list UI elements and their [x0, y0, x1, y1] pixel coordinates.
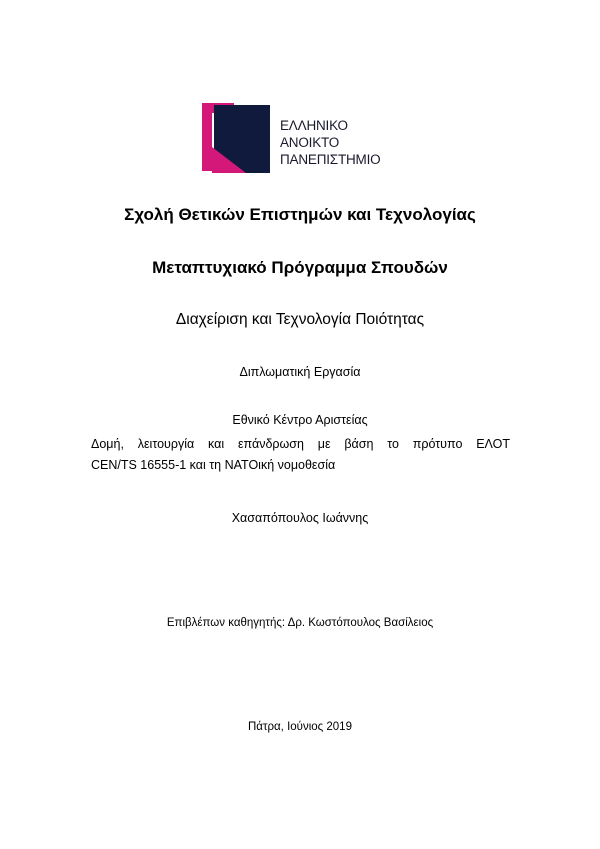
program-name: Μεταπτυχιακό Πρόγραμμα Σπουδών: [152, 258, 448, 277]
thesis-title-line-2: Δομή, λειτουργία και επάνδρωση με βάση το πρότυπο ΕΛΟΤ: [91, 437, 510, 451]
school-name: Σχολή Θετικών Επιστημών και Τεχνολογίας: [124, 205, 476, 224]
logo-line-1: ΕΛΛΗΝΙΚΟ: [280, 118, 348, 133]
thesis-title-line-3: CEN/TS 16555-1 και τη ΝΑΤΟική νομοθεσία: [91, 458, 336, 472]
thesis-subtitle: [91, 434, 510, 476]
university-logo: [200, 101, 400, 175]
thesis-type: Διπλωματική Εργασία: [239, 365, 361, 379]
logo-line-3: ΠΑΝΕΠΙΣΤΗΜΙΟ: [280, 152, 381, 167]
supervisor: Επιβλέπων καθηγητής: Δρ. Κωστόπουλος Βασίλειος: [166, 617, 434, 629]
program-track: Διαχείριση και Τεχνολογία Ποιότητας: [175, 311, 425, 328]
place-date: Πάτρα, Ιούνιος 2019: [248, 721, 352, 733]
logo-line-2: ΑΝΟΙΚΤΟ: [280, 135, 340, 150]
author-name: Χασαπόπουλος Ιωάννης: [231, 511, 369, 525]
university-logo-text: [280, 117, 380, 168]
thesis-title-line-1: Εθνικό Κέντρο Αριστείας: [232, 413, 368, 427]
